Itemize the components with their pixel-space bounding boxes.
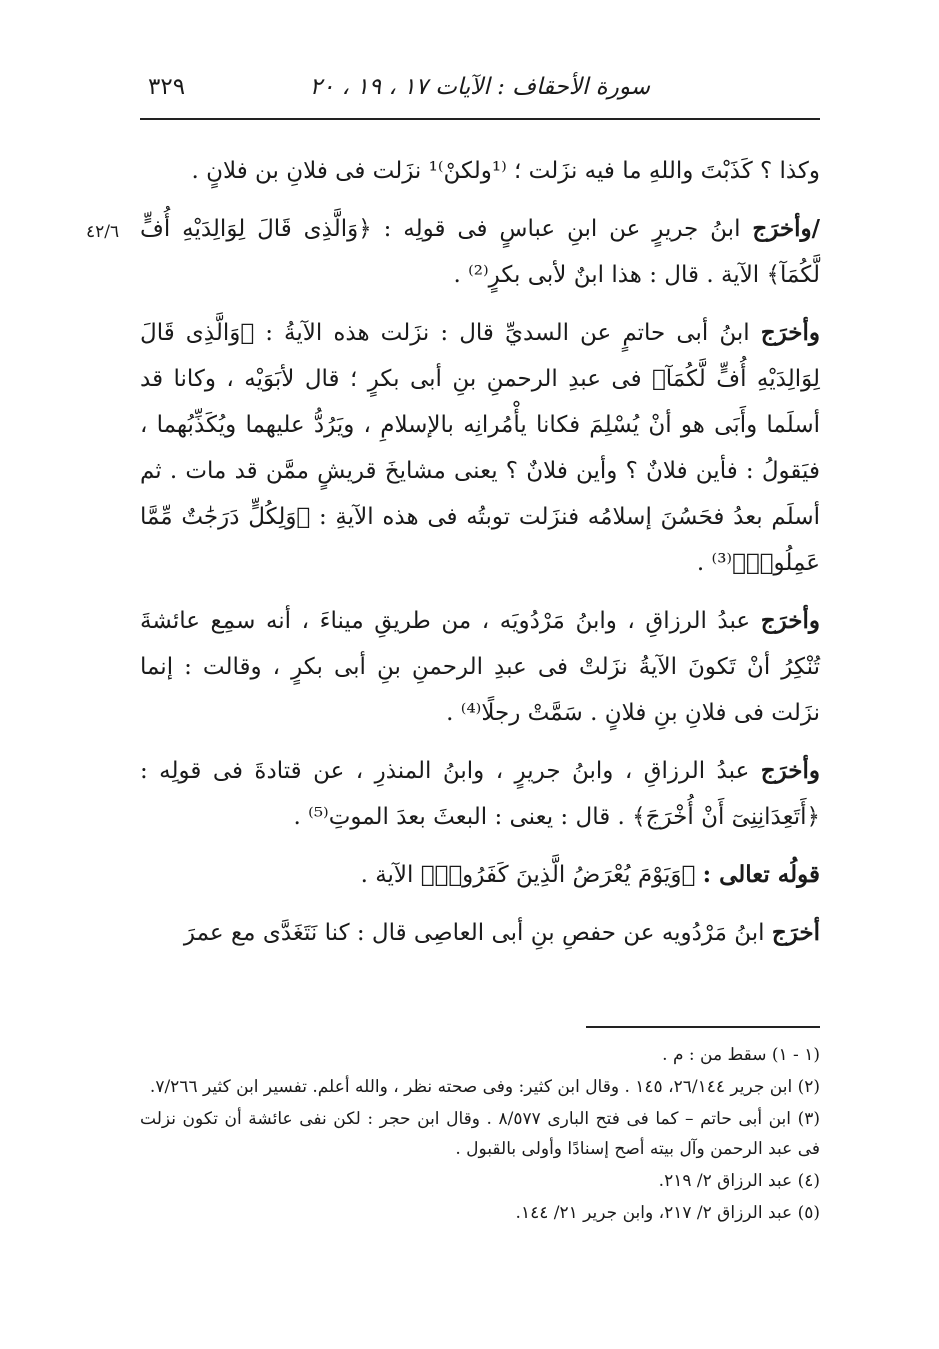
header-title: سورة الأحقاف : الآيات ١٧ ، ١٩ ، ٢٠ — [309, 74, 650, 100]
paragraph-lead: وأخرَج — [760, 319, 820, 346]
paragraph — [140, 310, 820, 586]
footnotes — [140, 1040, 820, 1230]
paragraph — [140, 148, 820, 194]
header-rule — [140, 118, 820, 120]
paragraph-lead: وأخرَج — [760, 607, 820, 634]
margin-reference: ٤٢/٦ — [86, 222, 120, 242]
paragraph-text: ﴿وَيَوْمَ يُعْرَضُ الَّذِينَ كَفَرُوا۟﴾ الآية . — [360, 862, 703, 888]
paragraph-text: ابنُ جريرٍ عن ابنِ عباسٍ فى قولِه : ﴿وَالَّذِى قَالَ لِوَالِدَيْهِ أُفٍّ لَّكُمَآ﴾ الآية . قال : هذا ابنٌ لأبى بكرٍ⁽²⁾ . — [140, 216, 820, 288]
footnote: (٢) ابن جرير ٢٦/١٤٤، ١٤٥ . وقال ابن كثير: وفى صحته نظر ، والله أعلم. تفسير ابن كثير ٧/٢٦٦. — [149, 1077, 820, 1097]
paragraph-lead: وأخرَج — [760, 757, 820, 784]
footnote: (١ - ١) سقط من : م . — [662, 1045, 820, 1065]
footnote: (٤) عبد الرزاق ٢/ ٢١٩. — [658, 1171, 820, 1191]
paragraph-lead: أخرَج — [771, 919, 820, 946]
paragraph-lead: /وأخرَج — [752, 215, 820, 242]
paragraph-text: عبدُ الرزاقِ ، وابنُ جريرٍ ، وابنُ المنذرِ ، عن قتادةَ فى قولِه : ﴿أَتَعِدَانِنِىٓ أَنْ أُخْرَجَ﴾ . قال : يعنى : البعثَ بعدَ الموتِ⁽⁵⁾ . — [140, 758, 820, 830]
paragraph-lead: قولُه تعالى : — [702, 861, 820, 888]
paragraph — [140, 598, 820, 736]
paragraph-text: وكذا ؟ كَذَبْتَ واللهِ ما فيه نزَلت ؛ ⁽¹ولكنْ⁾¹ نزَلت فى فلانِ بن فلانٍ . — [191, 158, 820, 184]
footnote-rule — [586, 1026, 820, 1028]
footnote: (٥) عبد الرزاق ٢/ ٢١٧، وابن جرير ٢١/ ١٤٤. — [515, 1203, 820, 1223]
paragraph — [140, 852, 820, 898]
paragraph-text: ابنُ أبى حاتمٍ عن السديِّ قال : نزَلت هذه الآيةُ : ﴿وَالَّذِى قَالَ لِوَالِدَيْهِ أُفٍّ لَّكُمَآ﴾ فى عبدِ الرحمنِ بنِ أبى بكرٍ ؛ قال لأبَوَيْه ، وكانا قد أسلَما وأَبَى هو أنْ يُسْلِمَ فكانا يأْمُرانِه بالإسلامِ ، ويَرُدُّ عليهما ويُكَذِّبُهما ، فيَقولُ : فأين فلانٌ ؟ وأين فلانٌ ؟ يعنى مشايخَ قريشٍ ممَّن قد مات . ثم أسلَم بعدُ فحَسُنَ إسلامُه فنزَلت توبتُه فى هذه الآيةِ : ﴿وَلِكُلٍّ دَرَجَٰتٌ مِّمَّا عَمِلُوا۟﴾⁽³⁾ . — [140, 320, 820, 576]
footnote: (٣) ابن أبى حاتم – كما فى فتح البارى ٨/٥٧٧ . وقال ابن حجر : لكن نفى عائشة أن تكون نزلت فى عبد الرحمن وآل بيته أصح إسنادًا وأولى بالقبول . — [140, 1109, 821, 1159]
running-header — [140, 70, 820, 110]
paragraph-text: عبدُ الرزاقِ ، وابنُ مَرْدُويَه ، من طريقِ ميناءَ ، أنه سمِع عائشةَ تُنْكِرُ أنْ تَكونَ الآيةُ نزَلتْ فى عبدِ الرحمنِ بنِ أبى بكرٍ ، وقالت : إنما نزَلت فى فلانِ بنِ فلانٍ . سَمَّتْ رجلًا⁽⁴⁾ . — [140, 608, 820, 726]
page-number: ٣٢٩ — [148, 74, 186, 100]
paragraph — [140, 748, 820, 840]
paragraph-text: ابنُ مَرْدُويه عن حفصِ بنِ أبى العاصِى قال : كنا نَتَغَدَّى مع عمرَ — [183, 920, 772, 946]
main-text — [140, 148, 820, 968]
paragraph — [140, 910, 820, 956]
paragraph — [140, 206, 820, 298]
